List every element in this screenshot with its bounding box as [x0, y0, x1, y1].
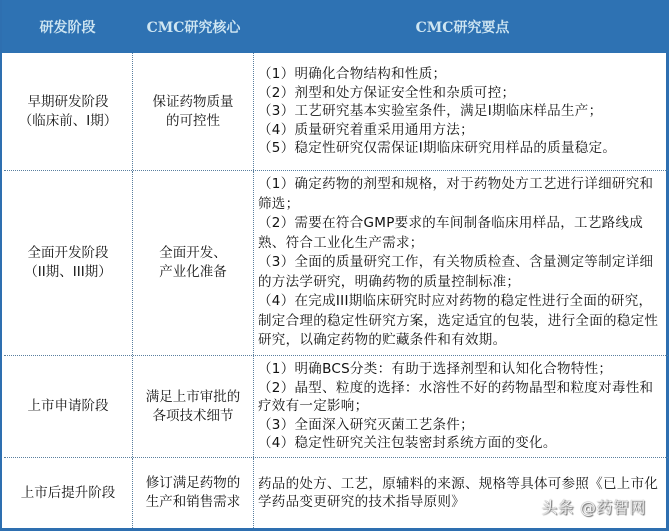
- table-row-early: [4, 53, 668, 171]
- table-row-market-application: [4, 356, 668, 458]
- core-cell: [133, 171, 254, 355]
- points-cell: [254, 53, 668, 170]
- point-item: （4）质量研究着重采用通用方法；: [258, 121, 474, 138]
- core-line: 生产和销售需求: [145, 494, 241, 510]
- point-item: （3）全面的质量研究工作，有关物质检查、含量测定等制定详细的方法学研究，明确药物的质量控制标准；: [258, 254, 654, 290]
- core-cell: [133, 53, 254, 170]
- core-line: 各项技术细节: [152, 407, 234, 424]
- point-item: （5）稳定性研究仅需保证I期临床研究用样品的质量稳定。: [258, 140, 617, 157]
- point-item: （1）明确化合物结构和性质；: [258, 66, 447, 83]
- point-item: （2）剂型和处方保证安全性和杂质可控；: [258, 84, 516, 101]
- point-item: （1）明确BCS分类：有助于选择剂型和认知化合物特性；: [258, 361, 613, 378]
- table-header: [2, 0, 669, 53]
- core-cell: [133, 458, 254, 528]
- stage-cell: [4, 171, 133, 355]
- core-line: 的可控性: [166, 112, 220, 129]
- header-cmc-core: CMC研究核心: [146, 19, 241, 36]
- header-cmc-points: CMC研究要点: [415, 19, 510, 36]
- watermark: 头条 @药智网: [541, 498, 646, 517]
- stage-name: 全面开发阶段: [27, 245, 109, 261]
- points-cell: [254, 356, 668, 457]
- stage-cell: [4, 356, 133, 457]
- point-item: （4）在完成III期临床研究时应对药物的稳定性进行全面的研究，制定合理的稳定性研究方案，选定适宜的包装，进行全面的稳定性研究，以确定药物的贮藏条件和有效期。: [258, 293, 659, 349]
- stage-cell: [4, 458, 133, 528]
- point-item: （2）需要在符合GMP要求的车间制备临床用样品，工艺路线成熟、符合工业化生产需求；: [258, 215, 644, 251]
- core-line: 修订满足药物的: [145, 475, 241, 491]
- stage-phase: （临床前、I期）: [18, 112, 118, 129]
- stage-phase: （II期、III期）: [24, 264, 112, 280]
- point-item: （3）全面深入研究灭菌工艺条件；: [258, 416, 474, 433]
- core-line: 产业化准备: [159, 264, 227, 280]
- point-item: （4）稳定性研究关注包装密封系统方面的变化。: [258, 435, 557, 452]
- core-line: 全面开发、: [159, 245, 227, 261]
- core-cell: [133, 356, 254, 457]
- header-stage: 研发阶段: [39, 19, 96, 36]
- stage-name: 上市申请阶段: [27, 398, 109, 414]
- points-cell: [254, 171, 668, 355]
- stage-cell: [4, 53, 133, 170]
- core-line: 保证药物质量: [152, 93, 234, 110]
- point-item: （3）工艺研究基本实验室条件，满足I期临床样品生产；: [258, 103, 603, 120]
- stage-name: 早期研发阶段: [27, 93, 109, 110]
- stage-name: 上市后提升阶段: [20, 484, 116, 501]
- core-line: 满足上市审批的: [145, 388, 241, 405]
- table-row-full-development: [4, 171, 668, 356]
- point-item: 药品的处方、工艺，原辅料的来源、规格等具体可参照《已上市化学药品变更研究的技术指导原则》: [258, 475, 659, 510]
- point-item: （2）晶型、粒度的选择：水溶性不好的药物晶型和粒度对毒性和疗效有一定影响；: [258, 379, 654, 415]
- point-item: （1）确定药物的剂型和规格，对于药物处方工艺进行详细研究和筛选；: [258, 176, 654, 212]
